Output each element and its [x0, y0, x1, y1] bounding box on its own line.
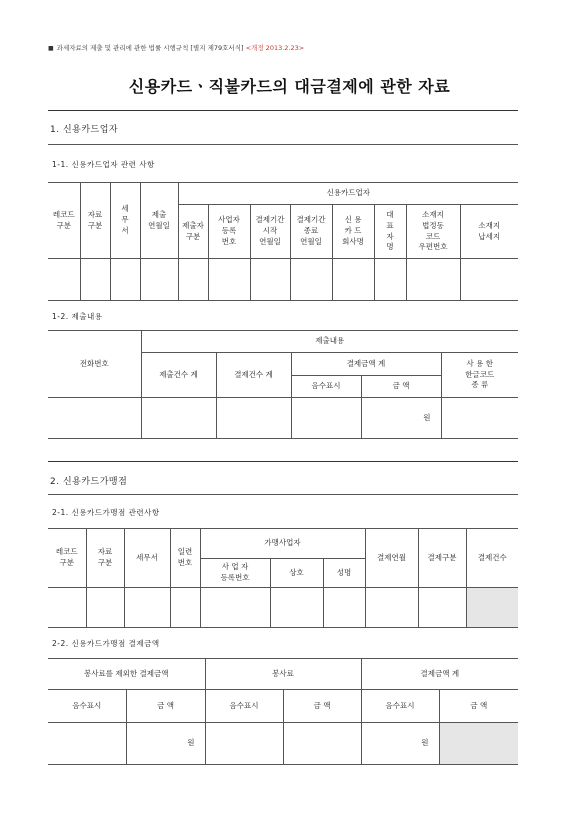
section1-2-title: 1-2. 제출내용: [52, 312, 103, 321]
hangul-code-label: 사 용 한 한글코드 종 류: [465, 358, 495, 390]
card-company-table: [48, 182, 518, 301]
biz-reg-no-label: 사업자 등록 번호: [218, 215, 240, 246]
tax-location-label: 소재지 납세지: [478, 220, 501, 241]
submit-date-label: 제출 연월일: [148, 209, 170, 230]
col-amount-2: 금 액: [283, 690, 361, 723]
cell-pay-count[interactable]: [216, 398, 291, 439]
cell-data-type[interactable]: [80, 259, 110, 301]
cell-amount-3: [439, 723, 518, 765]
section1-1-title: 1-1. 신용카드업자 관련 사항: [52, 160, 155, 169]
cell-sign-2[interactable]: [205, 723, 283, 765]
section2-top-rule: [48, 461, 518, 462]
col-amount-3: 금 액: [439, 690, 518, 723]
cell-biz-reg-no[interactable]: [208, 259, 250, 301]
merchant-group-header: 가맹사업자: [200, 529, 365, 559]
col-pay-type: 결제구분: [418, 529, 466, 588]
submitter-type-label: 제출자 구분: [182, 220, 204, 241]
col-legal-dong-code: [406, 205, 460, 259]
merchant-table: [48, 528, 518, 628]
merchant-amount-table: [48, 658, 518, 765]
col-pay-count: 결제건수 계: [216, 353, 291, 398]
col-trade-name: 상호: [270, 559, 323, 588]
col-amount-1: 금 액: [126, 690, 205, 723]
table-row: [48, 259, 518, 301]
amount-group-header: 결제금액 계: [291, 353, 441, 376]
fee-header: 봉사료: [205, 659, 361, 690]
won-unit: 원: [421, 738, 429, 748]
table-row: [48, 723, 518, 765]
cell-pay-count-2: [466, 588, 518, 628]
col-period-end: [290, 205, 332, 259]
biz-no-label: 사 업 자 등록번호: [220, 562, 250, 582]
form-reference-note: [48, 43, 304, 52]
cell-tax-office[interactable]: [110, 259, 140, 301]
card-company-group-header: 신용카드업자: [178, 183, 518, 205]
col-hangul-code: [441, 353, 518, 398]
cell-amount-2[interactable]: [283, 723, 361, 765]
table-row: [48, 588, 518, 628]
cell-period-start[interactable]: [250, 259, 290, 301]
representative-label: 대 표 자 명: [386, 209, 394, 252]
cell-submit-count[interactable]: [141, 398, 216, 439]
cell-submitter-type[interactable]: [178, 259, 208, 301]
col-amount: 금 액: [361, 376, 441, 398]
record-type-label: 레코드 구분: [52, 209, 75, 230]
won-unit: 원: [423, 412, 431, 422]
col-biz-reg-no: [208, 205, 250, 259]
col-representative: [374, 205, 406, 259]
section2-2-title: 2-2. 신용카드가맹점 결제금액: [52, 639, 160, 648]
total-header: 결제금액 계: [361, 659, 518, 690]
cell-negative-sign[interactable]: [291, 398, 361, 439]
section2-title: 2. 신용카드가맹점: [50, 477, 128, 487]
col-biz-no: [200, 559, 270, 588]
cell-record-type-2[interactable]: [48, 588, 86, 628]
col-tax-office-2: 세무서: [124, 529, 170, 588]
col-record-type: [48, 183, 80, 259]
section1-bottom-rule: [48, 144, 518, 145]
col-period-start: [250, 205, 290, 259]
cell-pay-type[interactable]: [418, 588, 466, 628]
bullet-icon: ■: [48, 45, 54, 52]
cell-record-type[interactable]: [48, 259, 80, 301]
cell-period-end[interactable]: [290, 259, 332, 301]
col-record-type-2: [48, 529, 86, 588]
cell-card-company[interactable]: [332, 259, 374, 301]
col-data-type: [80, 183, 110, 259]
tax-office-label: 세 무 서: [121, 204, 129, 235]
cell-representative[interactable]: [374, 259, 406, 301]
col-submit-date: [140, 183, 178, 259]
data-type-label: 자료 구분: [87, 209, 103, 230]
cell-phone[interactable]: [48, 398, 141, 439]
col-card-company: [332, 205, 374, 259]
document-title: 신용카드ㆍ직불카드의 대금결제에 관한 자료: [128, 77, 451, 96]
excl-fee-header: 봉사료를 제외한 결제금액: [48, 659, 205, 690]
serial-label: 일련 번호: [177, 547, 193, 567]
section2-bottom-rule: [48, 494, 518, 495]
col-phone: 전화번호: [48, 331, 141, 398]
cell-amount-1[interactable]: [126, 723, 205, 765]
submission-group-header: 제출내용: [141, 331, 518, 353]
section2-1-title: 2-1. 신용카드가맹점 관련사항: [52, 508, 160, 517]
col-pay-count-2: 결제건수: [466, 529, 518, 588]
data-type-label-2: 자료 구분: [97, 547, 113, 567]
record-type-label-2: 레코드 구분: [55, 547, 78, 567]
col-data-type-2: [86, 529, 124, 588]
cell-data-type-2[interactable]: [86, 588, 124, 628]
cell-name[interactable]: [323, 588, 365, 628]
col-tax-office: [110, 183, 140, 259]
cell-amount[interactable]: [361, 398, 441, 439]
won-unit: 원: [187, 738, 195, 748]
cell-legal-dong-code[interactable]: [406, 259, 460, 301]
section1-title: 1. 신용카드업자: [50, 125, 119, 135]
cell-trade-name[interactable]: [270, 588, 323, 628]
table-row: [48, 398, 518, 439]
col-negative-sign: 음수표시: [291, 376, 361, 398]
cell-sign-3[interactable]: [361, 723, 439, 765]
col-pay-month: 결제연월: [365, 529, 418, 588]
cell-submit-date[interactable]: [140, 259, 178, 301]
col-name: 성명: [323, 559, 365, 588]
col-tax-location: [460, 205, 518, 259]
period-end-label: 결제기간 종료 연월일: [296, 215, 326, 246]
legal-dong-code-label: 소재지 법정동 코드 우편번호: [418, 209, 448, 252]
col-serial: [170, 529, 200, 588]
period-start-label: 결제기간 시작 연월일: [255, 215, 285, 246]
cell-hangul-code[interactable]: [441, 398, 518, 439]
revision-date: <개정 2013.2.23>: [245, 44, 305, 52]
section1-top-rule: [48, 110, 518, 111]
card-company-label: 신 용 카 드 회사명: [342, 215, 364, 246]
col-sign-3: 음수표시: [361, 690, 439, 723]
cell-biz-no[interactable]: [200, 588, 270, 628]
col-sign-1: 음수표시: [48, 690, 126, 723]
col-submitter-type: [178, 205, 208, 259]
col-sign-2: 음수표시: [205, 690, 283, 723]
form-reference-text: 과세자료의 제출 및 관리에 관한 법률 시행규칙 [별지 제79호서식]: [56, 44, 244, 52]
cell-pay-month[interactable]: [365, 588, 418, 628]
cell-tax-location[interactable]: [460, 259, 518, 301]
col-submit-count: 제출건수 계: [141, 353, 216, 398]
cell-sign-1[interactable]: [48, 723, 126, 765]
submission-content-table: [48, 330, 518, 439]
cell-tax-office-2[interactable]: [124, 588, 170, 628]
cell-serial[interactable]: [170, 588, 200, 628]
